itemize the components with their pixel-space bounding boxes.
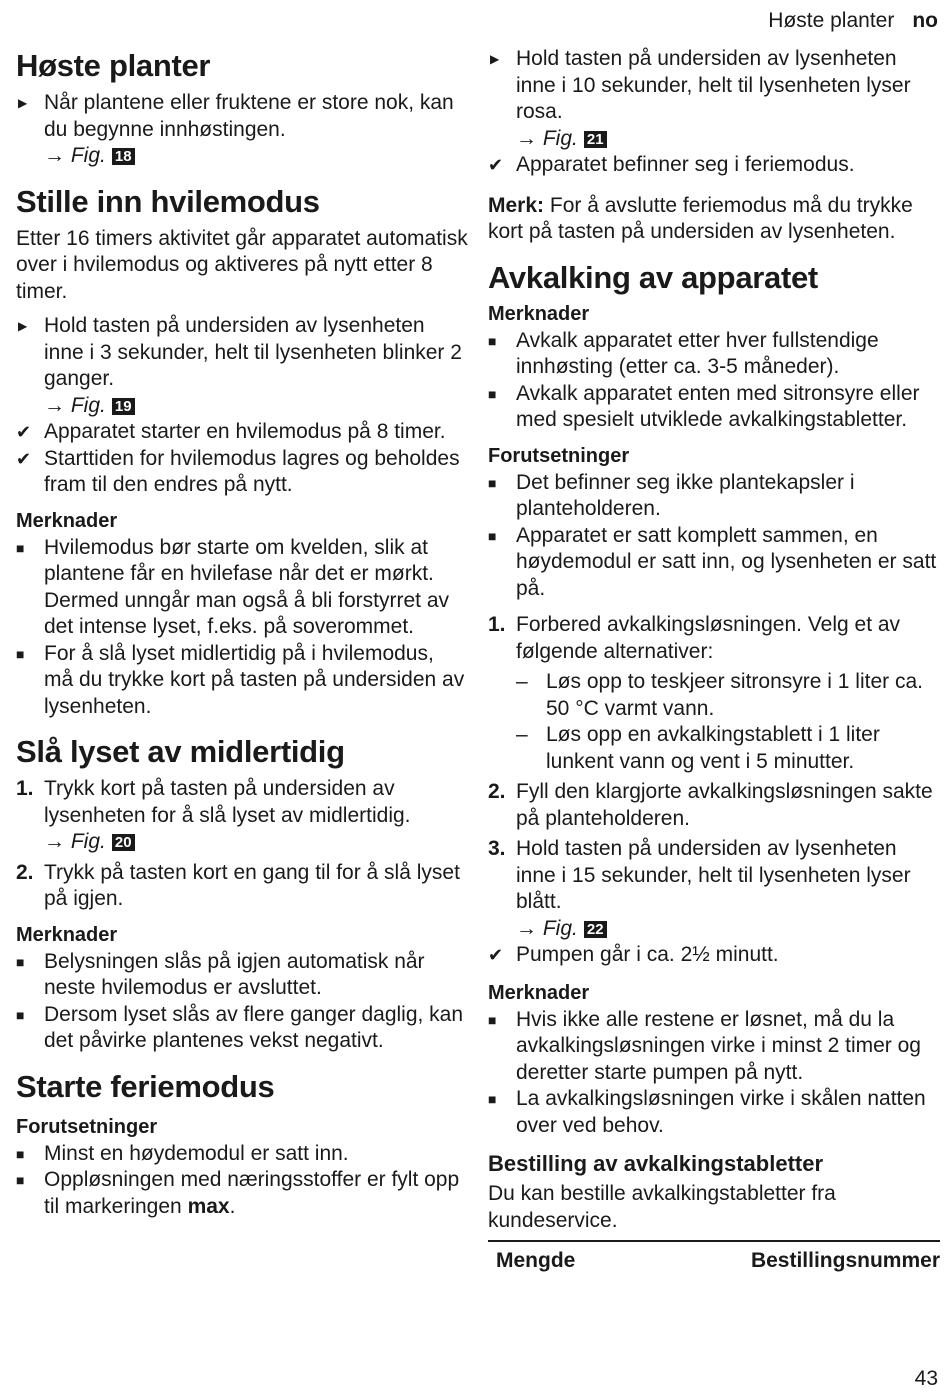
square-bullet-icon: ■ — [488, 527, 497, 544]
figure-badge: 18 — [112, 148, 135, 165]
notes-heading: Merknader — [16, 923, 118, 946]
note-label: Merk: — [488, 193, 545, 217]
max-marking: max — [187, 1194, 230, 1218]
instruction-step: ▶ Hold tasten på undersiden av lysenheten inne i 10 sekunder, helt til lysenheten lyser rosa. → Fig. 21 — [488, 46, 940, 152]
triangle-bullet-icon: ▶ — [490, 52, 500, 66]
note-item: ■ Hvilemodus bør starte om kvelden, slik at plantene får en hvilefase når det er mørkt. Dermed unngår man også å bli forstyrret av det intense lyset, f.eks. på soverommet. — [16, 535, 450, 638]
note-item: ■ For å slå lyset midlertidig på i hvilemodus, må du trykke kort på tasten på undersiden av lysenheten. — [16, 641, 465, 718]
left-column — [16, 48, 468, 1220]
section-title-descale: Avkalking av apparatet — [488, 259, 818, 295]
instruction-step — [16, 90, 468, 170]
sleep-intro: Etter 16 timers aktivitet går apparatet automatisk over i hvilemodus og aktiveres på nytt etter 8 timer. — [16, 226, 468, 303]
figure-ref: → Fig. 21 — [516, 126, 940, 153]
prerequisite-item: ■ Oppløsningen med næringsstoffer er fylt opp til markeringen max. — [16, 1168, 460, 1218]
figure-ref: → Fig. 19 — [44, 393, 468, 420]
checkmark-icon: ✔ — [16, 448, 32, 469]
step-number: 2. — [488, 780, 506, 803]
numbered-step: 1. Trykk kort på tasten på undersiden av lysenheten for å slå lyset av midlertidig. → Fig. 20 — [16, 776, 468, 856]
prerequisites-heading: Forutsetninger — [16, 1115, 158, 1138]
right-column — [488, 46, 940, 1275]
figure-badge: 20 — [112, 834, 135, 851]
notes-heading: Merknader — [488, 302, 590, 325]
checkmark-icon: ✔ — [488, 155, 504, 175]
square-bullet-icon: ■ — [16, 539, 25, 556]
dash-bullet-icon: – — [516, 670, 528, 693]
square-bullet-icon: ■ — [16, 645, 25, 662]
notes-heading: Merknader — [488, 981, 590, 1004]
prerequisite-item: ■ Minst en høydemodul er satt inn. — [16, 1141, 468, 1168]
square-bullet-icon: ■ — [16, 1145, 25, 1162]
table-header-quantity: Mengde — [496, 1249, 576, 1272]
section-title-sleep: Stille inn hvilemodus — [16, 183, 320, 219]
figure-ref: → Fig. 20 — [44, 829, 468, 856]
result-item: ✔ Apparatet befinner seg i feriemodus. — [488, 152, 940, 179]
numbered-step: 2. Trykk på tasten kort en gang til for å slå lyset på igjen. — [16, 860, 460, 910]
triangle-bullet-icon: ▶ — [18, 319, 28, 333]
note-item: ■ Hvis ikke alle restene er løsnet, må du la avkalkingsløsningen virke i minst 2 timer og deretter starte pumpen på nytt. — [488, 1007, 921, 1084]
result-item: ✔ Apparatet starter en hvilemodus på 8 timer. — [16, 419, 468, 446]
numbered-step: 3. Hold tasten på undersiden av lysenheten inne i 15 sekunder, helt til lysenheten lyser blått. → Fig. 22 — [488, 836, 940, 942]
step-text: Hold tasten på undersiden av lysenheten inne i 3 sekunder, helt til lysenheten blinker 2 ganger. — [44, 314, 462, 390]
note-item: ■ La avkalkingsløsningen virke i skålen natten over ved behov. — [488, 1087, 926, 1137]
figure-badge: 21 — [584, 131, 607, 148]
square-bullet-icon: ■ — [16, 1172, 25, 1188]
result-item: ✔ Starttiden for hvilemodus lagres og beholdes fram til den endres på nytt. — [16, 446, 460, 496]
step-number: 1. — [488, 613, 506, 636]
figure-badge: 22 — [584, 921, 607, 938]
square-bullet-icon: ■ — [488, 1011, 497, 1028]
option-item: – Løs opp to teskjeer sitronsyre i 1 liter ca. 50 °C varmt vann. — [516, 670, 923, 720]
note-item: ■ Belysningen slås på igjen automatisk når neste hvilemodus er avsluttet. — [16, 949, 425, 999]
figure-badge: 19 — [112, 398, 135, 415]
note-item: ■ Avkalk apparatet enten med sitronsyre eller med spesielt utviklede avkalkingstabletter. — [488, 381, 920, 431]
running-header-section: Høste planter — [768, 9, 895, 32]
square-bullet-icon: ■ — [488, 474, 497, 491]
instruction-step — [16, 313, 468, 419]
dash-bullet-icon: – — [516, 723, 528, 746]
figure-ref: → Fig. 18 — [44, 143, 468, 170]
square-bullet-icon: ■ — [16, 1006, 25, 1023]
step-text: Når plantene eller fruktene er store nok, kan du begynne innhøstingen. — [44, 91, 454, 141]
page-number: 43 — [914, 1366, 938, 1390]
note-item: ■ Avkalk apparatet etter hver fullstendige innhøsting (etter ca. 3-5 måneder). — [488, 328, 879, 378]
checkmark-icon: ✔ — [488, 945, 504, 965]
section-title-harvest: Høste planter — [16, 48, 211, 83]
running-header — [768, 8, 938, 35]
option-item: – Løs opp en avkalkingstablett i 1 liter lunkent vann og vent i 5 minutter. — [516, 723, 880, 773]
section-title-light-off: Slå lyset av midlertidig — [16, 734, 345, 769]
square-bullet-icon: ■ — [488, 385, 497, 402]
numbered-step: 1. Forbered avkalkingsløsningen. Velg et av følgende alternativer: — [488, 613, 901, 663]
result-item: ✔ Pumpen går i ca. 2½ minutt. — [488, 942, 940, 969]
section-title-vacation: Starte feriemodus — [16, 1068, 275, 1104]
square-bullet-icon: ■ — [488, 1091, 497, 1107]
note-item: ■ Dersom lyset slås av flere ganger daglig, kan det påvirke plantenes vekst negativt. — [16, 1002, 464, 1052]
prerequisite-item: ■ Apparatet er satt komplett sammen, en høydemodul er satt inn, og lysenheten er satt på. — [488, 523, 937, 600]
step-number: 3. — [488, 837, 506, 860]
square-bullet-icon: ■ — [488, 332, 497, 349]
section-title-order: Bestilling av avkalkingstabletter — [488, 1151, 824, 1176]
square-bullet-icon: ■ — [16, 953, 25, 970]
notes-heading: Merknader — [16, 509, 118, 532]
table-header-row — [488, 1242, 940, 1275]
prerequisites-heading: Forutsetninger — [488, 444, 630, 467]
prerequisite-item: ■ Det befinner seg ikke plantekapsler i planteholderen. — [488, 470, 855, 520]
triangle-bullet-icon: ▶ — [18, 96, 28, 110]
note-paragraph: Merk: For å avslutte feriemodus må du trykke kort på tasten på undersiden av lysenheten. — [488, 193, 913, 243]
numbered-step: 2. Fyll den klargjorte avkalkingsløsningen sakte på planteholderen. — [488, 780, 933, 830]
order-text: Du kan bestille avkalkingstabletter fra kundeservice. — [488, 1182, 836, 1232]
language-code: no — [912, 9, 938, 32]
step-number: 2. — [16, 860, 34, 884]
table-header-order-number: Bestillingsnummer — [750, 1249, 940, 1272]
step-number: 1. — [16, 777, 34, 800]
figure-ref: → Fig. 22 — [516, 916, 940, 943]
checkmark-icon: ✔ — [16, 422, 32, 442]
